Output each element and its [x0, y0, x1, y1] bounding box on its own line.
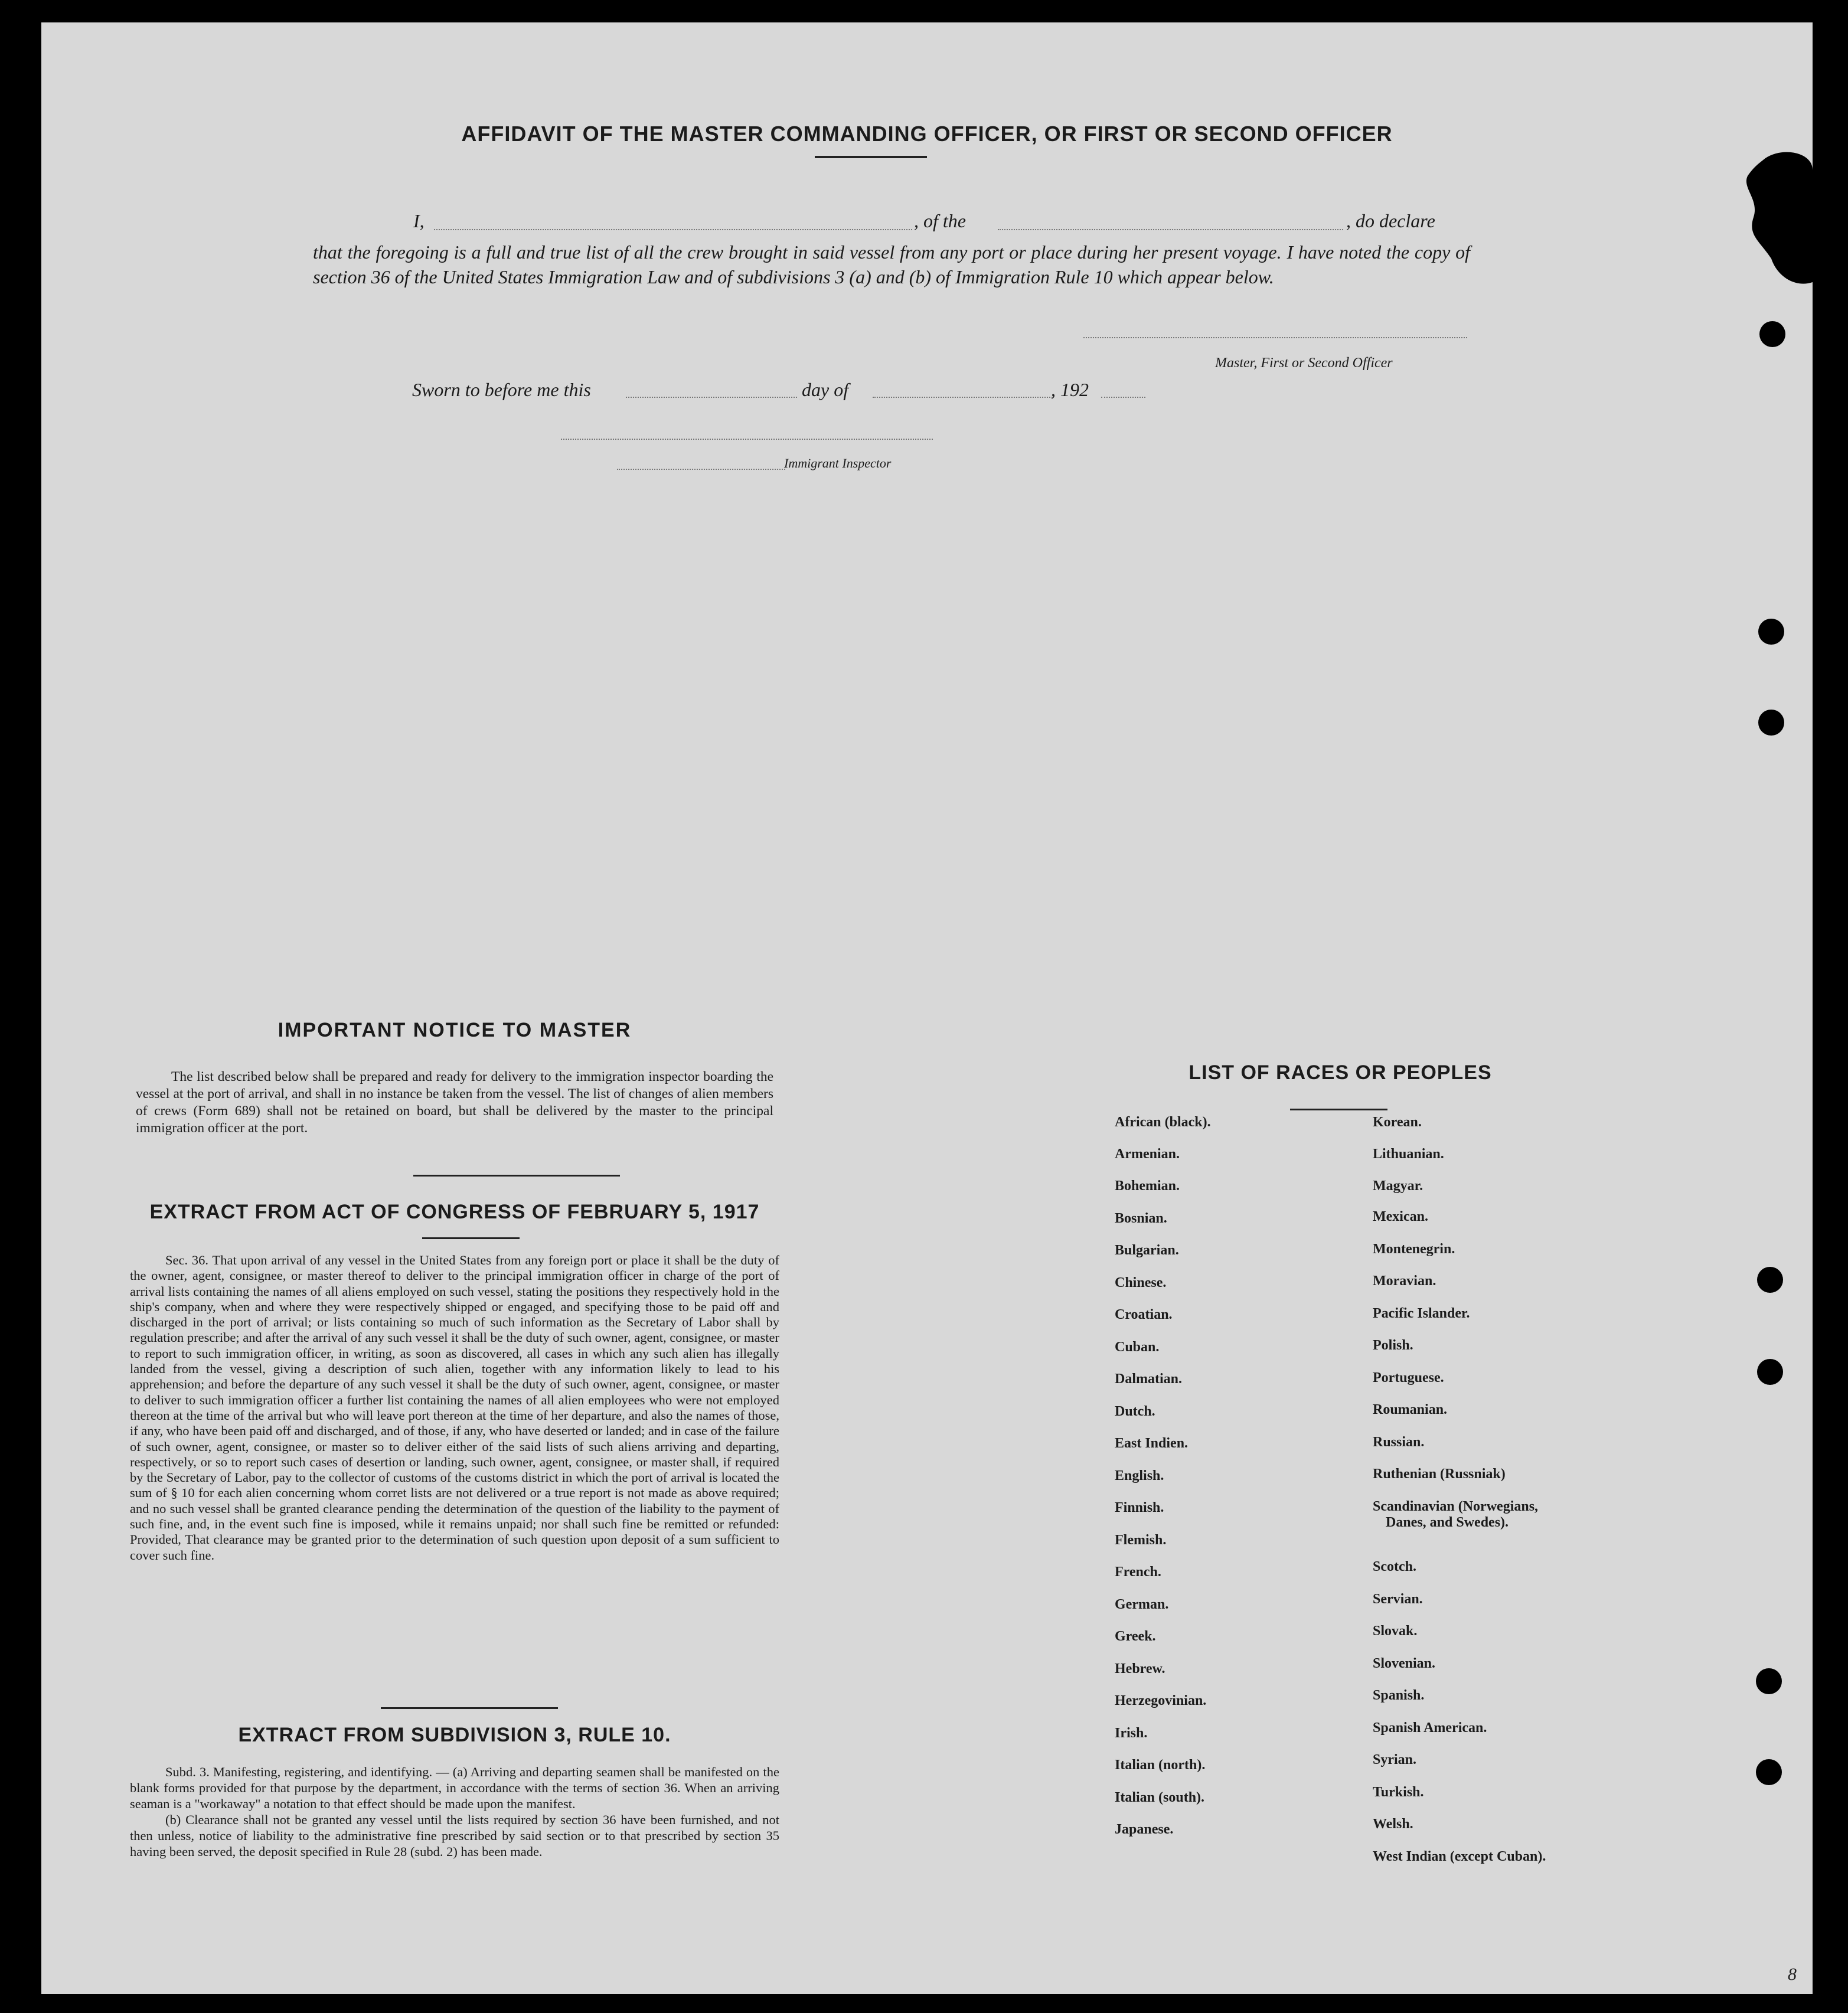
race-item: Japanese. — [1115, 1822, 1174, 1837]
race-item: English. — [1115, 1468, 1164, 1483]
race-item: Armenian. — [1115, 1146, 1180, 1162]
act-title: EXTRACT FROM ACT OF CONGRESS OF FEBRUARY 5, 1917 — [149, 1201, 760, 1223]
race-item: Italian (south). — [1115, 1790, 1205, 1805]
races-title: LIST OF RACES OR PEOPLES — [1189, 1061, 1492, 1084]
master-signature-field[interactable] — [1083, 337, 1467, 338]
title-underline — [815, 156, 927, 158]
torn-corner-mark — [1730, 146, 1813, 288]
affidavit-line1-prefix: I, — [413, 210, 425, 231]
race-item: Cuban. — [1115, 1339, 1160, 1355]
affidavit-line1-middle: , of the — [914, 210, 966, 231]
race-item: Portuguese. — [1373, 1370, 1444, 1385]
race-item: Bosnian. — [1115, 1211, 1167, 1226]
race-item: Spanish American. — [1373, 1720, 1487, 1736]
race-item: French. — [1115, 1564, 1161, 1580]
sworn-day-label: day of — [802, 379, 849, 400]
race-item: East Indien. — [1115, 1436, 1189, 1451]
race-item: Scotch. — [1373, 1559, 1416, 1574]
race-item: Scandinavian (Norwegians, — [1373, 1499, 1539, 1514]
race-item: Herzegovinian. — [1115, 1693, 1207, 1708]
inspector-signature-field[interactable] — [561, 439, 933, 440]
sworn-month-field[interactable] — [873, 397, 1053, 398]
declarant-name-field[interactable] — [434, 229, 912, 230]
document-page — [41, 22, 1813, 1994]
race-item: Lithuanian. — [1373, 1146, 1444, 1162]
master-label: Master, First or Second Officer — [1215, 355, 1393, 371]
race-item: Montenegrin. — [1373, 1241, 1455, 1257]
races-title-underline — [1290, 1109, 1387, 1110]
race-item: Welsh. — [1373, 1816, 1413, 1832]
race-item: Flemish. — [1115, 1532, 1167, 1548]
race-item: Bulgarian. — [1115, 1243, 1179, 1258]
race-item: Slovenian. — [1373, 1656, 1436, 1671]
race-item: Bohemian. — [1115, 1178, 1180, 1194]
race-item: Slovak. — [1373, 1623, 1418, 1639]
subdivision-para-b: (b) Clearance shall not be granted any vessel until the lists required by section 36 have been furnished, and not then unless, notice of liability to the administrative fine prescribed by said section or to that prescribed by section 35 having been served, the deposit specified in Rule 28 (subd. 2) has been made. — [130, 1812, 779, 1859]
punch-hole — [1756, 1759, 1782, 1785]
affidavit-line1-suffix: , do declare — [1346, 210, 1435, 231]
race-item: Mexican. — [1373, 1209, 1428, 1224]
race-item: Moravian. — [1373, 1273, 1436, 1289]
notice-divider — [413, 1175, 620, 1177]
race-item: Italian (north). — [1115, 1757, 1206, 1773]
vessel-name-field[interactable] — [998, 229, 1343, 230]
race-item: Danes, and Swedes). — [1386, 1515, 1509, 1530]
sworn-prefix: Sworn to before me this — [412, 379, 591, 400]
punch-hole — [1756, 1668, 1782, 1694]
punch-hole — [1757, 1267, 1783, 1293]
sworn-year-field[interactable] — [1101, 397, 1145, 398]
race-item: African (black). — [1115, 1115, 1211, 1130]
race-item: Finnish. — [1115, 1500, 1164, 1515]
race-item: Roumanian. — [1373, 1402, 1448, 1417]
race-item: Dutch. — [1115, 1404, 1155, 1419]
affidavit-body-text: that the foregoing is a full and true list of all the crew brought in said vessel from any port or place during her present voyage. I have noted the copy of section 36 of the United States Immigration Law and of subdivisions 3 (a) and (b) of Immigration Rule 10 which appear below. — [313, 241, 1470, 287]
sworn-day-field[interactable] — [626, 397, 797, 398]
subdivision-divider — [381, 1707, 558, 1709]
race-item: Turkish. — [1373, 1785, 1424, 1800]
margin-mark: 8 — [1788, 1965, 1797, 1984]
race-item: Russian. — [1373, 1434, 1425, 1450]
race-item: Chinese. — [1115, 1275, 1167, 1290]
race-item: German. — [1115, 1597, 1169, 1612]
inspector-label: Immigrant Inspector — [784, 456, 892, 470]
act-title-underline — [422, 1237, 520, 1239]
race-item: Korean. — [1373, 1115, 1422, 1130]
punch-hole — [1758, 619, 1784, 645]
race-item: Pacific Islander. — [1373, 1306, 1470, 1321]
punch-hole — [1757, 1359, 1783, 1385]
punch-hole — [1758, 710, 1784, 736]
race-item: West Indian (except Cuban). — [1373, 1849, 1546, 1864]
race-item: Croatian. — [1115, 1307, 1173, 1322]
race-item: Greek. — [1115, 1629, 1156, 1644]
affidavit-title: AFFIDAVIT OF THE MASTER COMMANDING OFFICER, OR FIRST OR SECOND OFFICER — [461, 122, 1393, 146]
punch-hole — [1759, 321, 1785, 347]
race-item: Dalmatian. — [1115, 1371, 1182, 1387]
race-item: Syrian. — [1373, 1752, 1417, 1767]
affidavit-body — [313, 240, 1470, 289]
notice-title: IMPORTANT NOTICE TO MASTER — [277, 1019, 632, 1041]
act-text: Sec. 36. That upon arrival of any vessel in the United States from any foreign port or place it shall be the duty of the owner, agent, consignee, or master thereof to deliver to the principal immigration officer in charge of the port of arrival lists containing the names of all aliens employed on such vessel, stating the positions they respectively hold in the ship's company, when and where they were respectively shipped or engaged, and specifying those to be paid off and discharged in the port of arrival; or lists containing so much of such information as the Secretary of Labor shall by regulation prescribe; and after the arrival of any such vessel it shall be the duty of such owner, agent, consignee, or master to report to such immigration officer, in writing, as soon as discovered, all cases in which any such alien has illegally landed from the vessel, giving a description of such alien, together with any information likely to lead to his apprehension; and before the departure of any such vessel it shall be the duty of such owner, agent, consignee, or master to deliver to such immigration officer a further list containing the names of all alien employees who were not employed thereon at the time of the arrival but who will leave port thereon at the time of her departure, and also the names of those, if any, who have been paid off and discharged, and of those, if any, who have deserted or landed; and in case of the failure of such owner, agent, consignee, or master so to deliver either of the said lists of such aliens arriving and departing, respectively, or so to report such cases of desertion or landing, such owner, agent, consignee, or master shall, if required by the Secretary of Labor, pay to the collector of customs of the customs district in which the port of arrival is located the sum of § 10 for each alien concerning whom corret lists are not delivered or a true report is not made as above required; and no such vessel shall be granted clearance pending the determination of the question of the liability to the payment of such fine, and, in the event such fine is imposed, while it remains unpaid; nor shall such fine be remitted or refunded: Provided, That clearance may be granted prior to the determination of such question upon deposit of a sum sufficient to cover such fine. — [130, 1253, 779, 1563]
race-item: Spanish. — [1373, 1688, 1425, 1703]
subdivision-title: EXTRACT FROM SUBDIVISION 3, RULE 10. — [238, 1724, 671, 1746]
subdivision-para-a: Subd. 3. Manifesting, registering, and identifying. — (a) Arriving and departing seamen shall be manifested on the blank forms provided for that purpose by the department, in accordance with the terms of section 36. When an arriving seaman is a "workaway" a notation to that effect should be made upon the manifest. — [130, 1764, 779, 1811]
sworn-year-label: , 192 — [1051, 379, 1089, 400]
race-item: Ruthenian (Russniak) — [1373, 1466, 1506, 1482]
inspector-signature-field-2[interactable] — [617, 469, 785, 470]
race-item: Polish. — [1373, 1338, 1413, 1353]
race-item: Magyar. — [1373, 1178, 1423, 1194]
race-item: Servian. — [1373, 1592, 1423, 1607]
race-item: Hebrew. — [1115, 1661, 1165, 1677]
subdivision-text — [130, 1764, 779, 1860]
notice-text: The list described below shall be prepared and ready for delivery to the immigration inspector boarding the vessel at the port of arrival, and shall in no instance be taken from the vessel. The list of changes of alien members of crews (Form 689) shall not be retained on board, but shall be delivered by the master to the principal immigration officer at the port. — [136, 1069, 773, 1136]
race-item: Irish. — [1115, 1726, 1148, 1741]
